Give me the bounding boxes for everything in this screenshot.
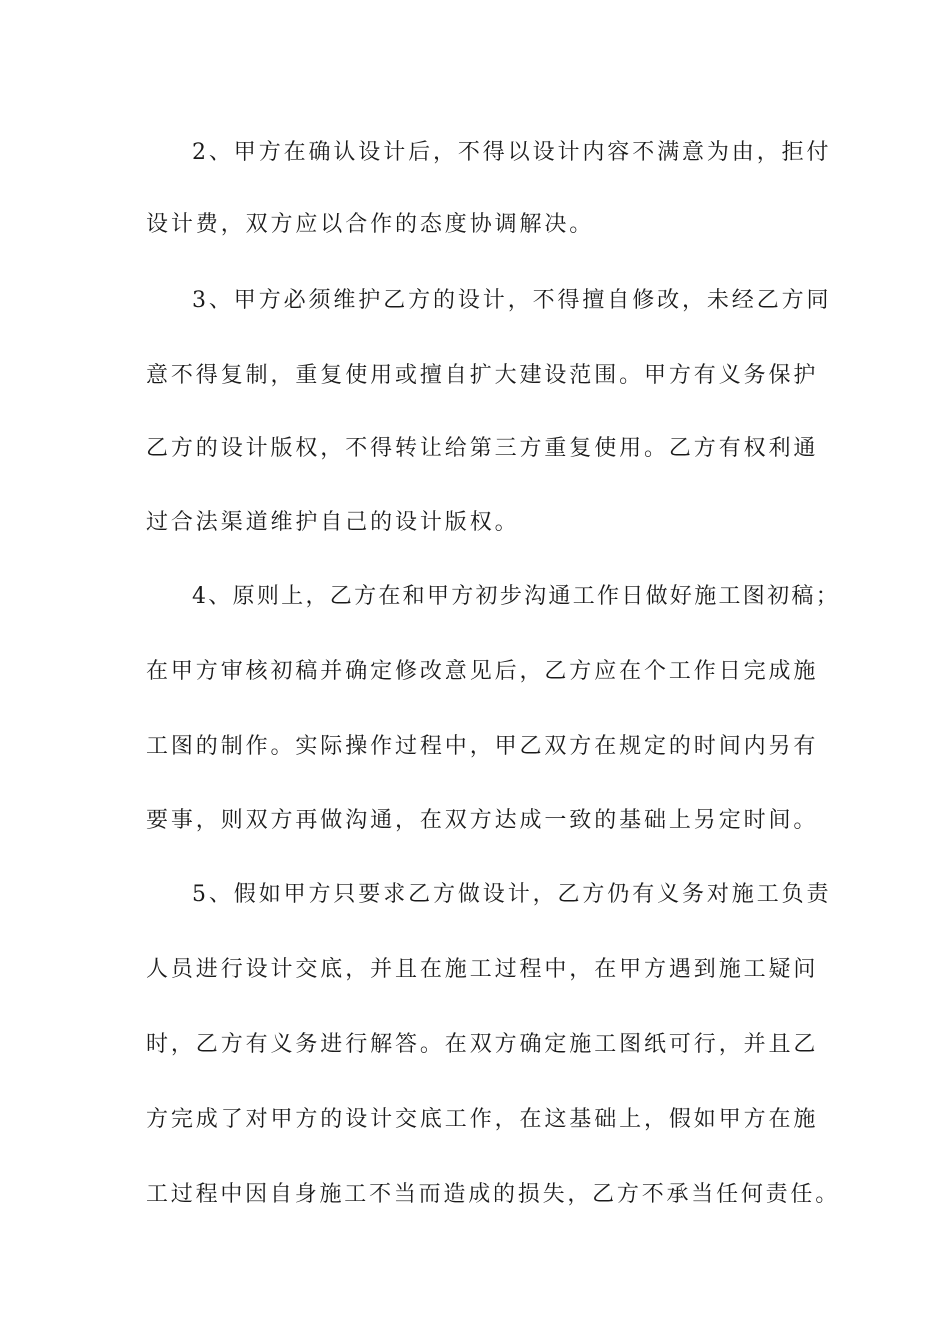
paragraph-4-line-2: 在甲方审核初稿并确定修改意见后，乙方应在个工作日完成施 xyxy=(146,659,819,684)
paragraph-3-line-1: 3、甲方必须维护乙方的设计，不得擅自修改，未经乙方同 xyxy=(192,288,832,313)
paragraph-4-line-4: 要事，则双方再做沟通，在双方达成一致的基础上另定时间。 xyxy=(146,808,819,833)
paragraph-5-line-1: 5、假如甲方只要求乙方做设计，乙方仍有义务对施工负责 xyxy=(192,882,832,907)
paragraph-3-line-4: 过合法渠道维护自己的设计版权。 xyxy=(146,510,520,535)
paragraph-3-line-3: 乙方的设计版权，不得转让给第三方重复使用。乙方有权利通 xyxy=(146,436,819,461)
paragraph-5-line-2: 人员进行设计交底，并且在施工过程中，在甲方遇到施工疑问 xyxy=(146,957,819,982)
paragraph-5-line-3: 时，乙方有义务进行解答。在双方确定施工图纸可行，并且乙 xyxy=(146,1032,819,1057)
paragraph-5-line-5: 工过程中因自身施工不当而造成的损失，乙方不承当任何责任。 xyxy=(146,1182,840,1207)
paragraph-4-line-1: 4、原则上，乙方在和甲方初步沟通工作日做好施工图初稿； xyxy=(192,584,840,609)
paragraph-4-line-3: 工图的制作。实际操作过程中，甲乙双方在规定的时间内另有 xyxy=(146,734,819,759)
paragraph-2-line-2: 设计费，双方应以合作的态度协调解决。 xyxy=(146,212,595,237)
paragraph-5-line-4: 方完成了对甲方的设计交底工作，在这基础上，假如甲方在施 xyxy=(146,1107,819,1132)
paragraph-2-line-1: 2、甲方在确认设计后，不得以设计内容不满意为由，拒付 xyxy=(192,140,832,165)
paragraph-3-line-2: 意不得复制，重复使用或擅自扩大建设范围。甲方有义务保护 xyxy=(146,363,819,388)
